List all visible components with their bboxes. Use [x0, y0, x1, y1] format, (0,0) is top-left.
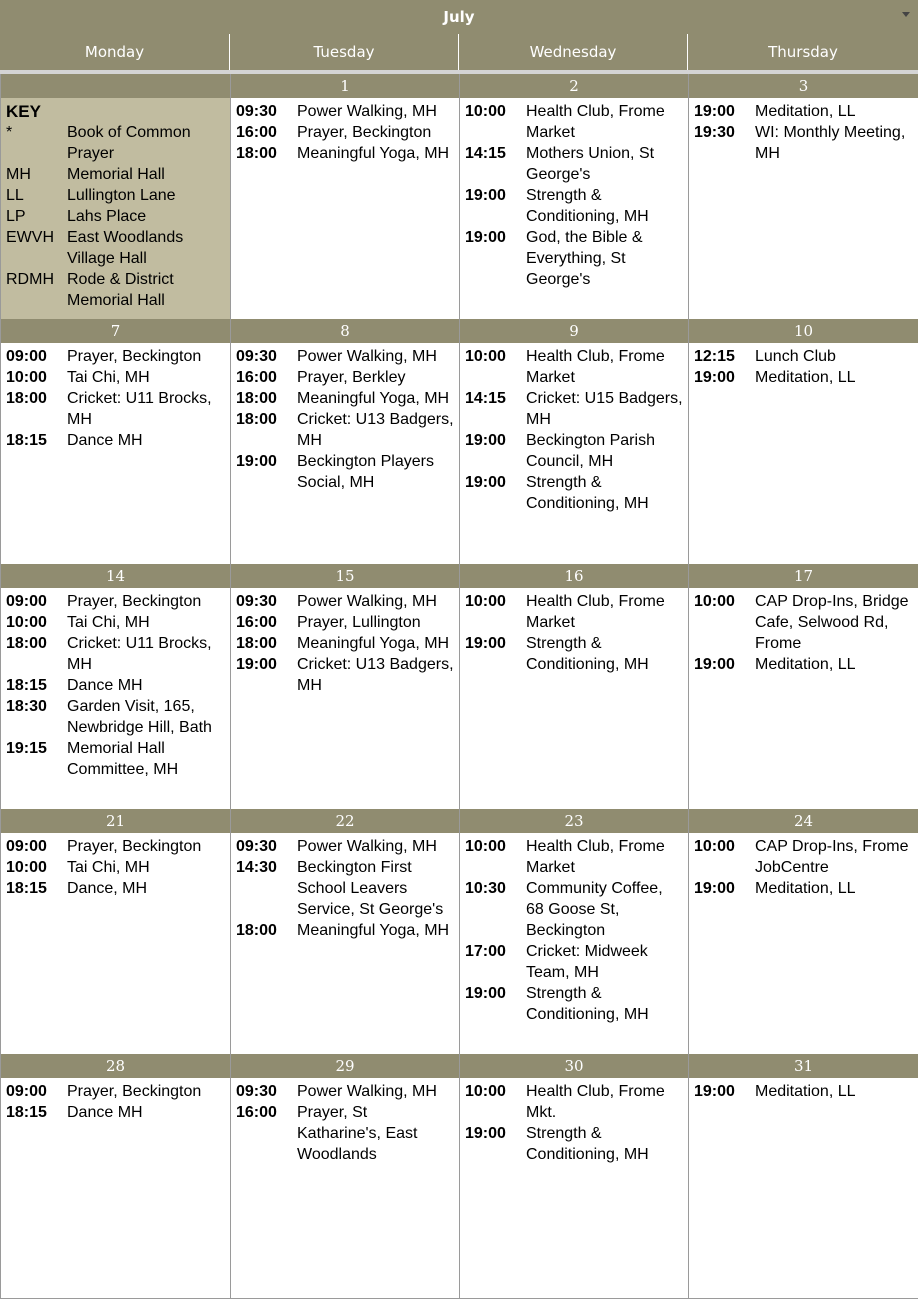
week-row: [0, 809, 918, 1054]
event-description: Prayer, St Katharine's, East Woodlands: [297, 1104, 418, 1163]
event-description: Health Club, Frome Market: [526, 348, 665, 386]
day-cell[interactable]: [230, 74, 460, 319]
event-item[interactable]: [236, 591, 455, 612]
event-item[interactable]: [236, 388, 455, 409]
event-item[interactable]: [6, 612, 226, 633]
event-list: [231, 588, 459, 696]
event-time: 19:00: [465, 474, 506, 491]
event-item[interactable]: [694, 101, 914, 122]
day-header-row: [0, 34, 918, 70]
event-item[interactable]: [465, 185, 684, 227]
event-description: Beckington Parish Council, MH: [526, 432, 655, 470]
day-number: 31: [689, 1054, 918, 1078]
event-time: 19:00: [465, 432, 506, 449]
month-title-bar[interactable]: [0, 0, 918, 34]
event-item[interactable]: [236, 1081, 455, 1102]
event-item[interactable]: [465, 388, 684, 430]
event-time: 19:00: [236, 656, 277, 673]
day-cell[interactable]: [459, 564, 689, 809]
calendar-grid: [0, 74, 918, 1299]
key-entry: [6, 185, 226, 206]
event-time: 16:00: [236, 124, 277, 141]
event-time: 14:15: [465, 145, 506, 162]
day-number: 21: [1, 809, 230, 833]
day-number: [1, 74, 230, 98]
event-list: [689, 833, 918, 899]
event-item[interactable]: [465, 101, 684, 143]
day-cell[interactable]: [230, 1054, 460, 1299]
event-item[interactable]: [236, 143, 455, 164]
event-description: Power Walking, MH: [297, 103, 437, 120]
event-time: 10:00: [465, 348, 506, 365]
event-description: Power Walking, MH: [297, 838, 437, 855]
event-item[interactable]: [236, 836, 455, 857]
week-row: [0, 319, 918, 564]
event-time: 10:00: [6, 369, 47, 386]
day-header-tuesday: Tuesday: [230, 34, 459, 70]
key-entry: [6, 122, 226, 164]
event-description: Cricket: U11 Brocks, MH: [67, 390, 212, 428]
event-description: Meditation, LL: [755, 1083, 856, 1100]
day-cell[interactable]: [688, 809, 918, 1054]
day-number: 8: [231, 319, 459, 343]
event-item[interactable]: [236, 920, 455, 941]
day-header-monday: Monday: [0, 34, 230, 70]
day-cell[interactable]: [230, 319, 460, 564]
event-description: Strength & Conditioning, MH: [526, 635, 649, 673]
event-description: Strength & Conditioning, MH: [526, 474, 649, 512]
key-abbreviation: EWVH: [6, 229, 54, 246]
event-description: God, the Bible & Everything, St George's: [526, 229, 643, 288]
day-cell[interactable]: [688, 564, 918, 809]
event-description: Tai Chi, MH: [67, 614, 150, 631]
day-number: 14: [1, 564, 230, 588]
event-item[interactable]: [694, 591, 914, 654]
event-time: 09:00: [6, 593, 47, 610]
day-cell[interactable]: [0, 1054, 231, 1299]
event-list: [231, 343, 459, 493]
day-cell[interactable]: [459, 74, 689, 319]
event-item[interactable]: [465, 633, 684, 675]
event-item[interactable]: [465, 472, 684, 514]
event-description: Cricket: U13 Badgers, MH: [297, 411, 454, 449]
key-entry: [6, 269, 226, 311]
event-time: 18:15: [6, 1104, 47, 1121]
event-description: Cricket: Midweek Team, MH: [526, 943, 648, 981]
event-time: 10:00: [465, 103, 506, 120]
event-list: [231, 1078, 459, 1165]
day-number: 10: [689, 319, 918, 343]
event-time: 10:00: [465, 838, 506, 855]
day-number: 28: [1, 1054, 230, 1078]
event-item[interactable]: [465, 430, 684, 472]
key-meaning: Rode & District Memorial Hall: [67, 271, 174, 309]
event-description: CAP Drop-Ins, Bridge Cafe, Selwood Rd, Frome: [755, 593, 909, 652]
event-time: 19:00: [465, 985, 506, 1002]
event-time: 19:00: [694, 369, 735, 386]
event-description: Dance, MH: [67, 880, 148, 897]
event-item[interactable]: [694, 878, 914, 899]
event-time: 09:30: [236, 1083, 277, 1100]
event-time: 19:00: [465, 187, 506, 204]
key-abbreviation: RDMH: [6, 271, 54, 288]
event-item[interactable]: [6, 675, 226, 696]
event-time: 10:00: [465, 593, 506, 610]
day-number: 1: [231, 74, 459, 98]
event-item[interactable]: [236, 346, 455, 367]
event-time: 18:15: [6, 432, 47, 449]
event-time: 19:00: [694, 880, 735, 897]
event-time: 18:00: [6, 390, 47, 407]
event-list: [231, 98, 459, 164]
day-number: 15: [231, 564, 459, 588]
key-abbreviation: LL: [6, 187, 24, 204]
event-time: 10:00: [694, 838, 735, 855]
event-item[interactable]: [694, 122, 914, 164]
event-item[interactable]: [6, 633, 226, 675]
event-description: Dance MH: [67, 1104, 143, 1121]
event-description: Meditation, LL: [755, 880, 856, 897]
day-cell[interactable]: [688, 1054, 918, 1299]
day-number: 23: [460, 809, 688, 833]
event-time: 10:00: [6, 614, 47, 631]
event-description: Tai Chi, MH: [67, 859, 150, 876]
event-description: Mothers Union, St George's: [526, 145, 655, 183]
key-meaning: Book of Common Prayer: [67, 124, 191, 162]
event-description: Power Walking, MH: [297, 1083, 437, 1100]
event-item[interactable]: [236, 101, 455, 122]
event-time: 09:30: [236, 348, 277, 365]
event-time: 19:30: [694, 124, 735, 141]
day-number: 30: [460, 1054, 688, 1078]
event-item[interactable]: [6, 857, 226, 878]
key-abbreviation: *: [6, 124, 13, 141]
event-description: WI: Monthly Meeting, MH: [755, 124, 906, 162]
event-description: Cricket: U13 Badgers, MH: [297, 656, 454, 694]
event-time: 18:00: [6, 635, 47, 652]
day-cell[interactable]: [0, 319, 231, 564]
event-item[interactable]: [236, 612, 455, 633]
day-cell[interactable]: [688, 74, 918, 319]
event-time: 19:00: [236, 453, 277, 470]
day-number: 16: [460, 564, 688, 588]
event-description: Prayer, Lullington: [297, 614, 421, 631]
event-item[interactable]: [465, 1123, 684, 1165]
day-number: 2: [460, 74, 688, 98]
event-item[interactable]: [236, 367, 455, 388]
event-description: Prayer, Beckington: [67, 838, 202, 855]
event-list: [1, 343, 230, 451]
event-time: 18:00: [236, 922, 277, 939]
event-time: 09:00: [6, 348, 47, 365]
event-item[interactable]: [694, 367, 914, 388]
event-time: 09:00: [6, 838, 47, 855]
key-abbreviation: LP: [6, 208, 26, 225]
day-cell[interactable]: [0, 564, 231, 809]
day-header-thursday: Thursday: [688, 34, 918, 70]
event-item[interactable]: [465, 143, 684, 185]
event-description: Power Walking, MH: [297, 593, 437, 610]
key-entry: [6, 164, 226, 185]
event-description: Health Club, Frome Market: [526, 838, 665, 876]
event-time: 16:00: [236, 1104, 277, 1121]
event-list: [1, 833, 230, 899]
event-time: 18:15: [6, 880, 47, 897]
event-time: 12:15: [694, 348, 735, 365]
event-time: 09:30: [236, 593, 277, 610]
day-cell[interactable]: [459, 319, 689, 564]
event-time: 19:00: [465, 229, 506, 246]
event-description: Dance MH: [67, 677, 143, 694]
event-item[interactable]: [6, 1081, 226, 1102]
event-item[interactable]: [465, 836, 684, 878]
event-time: 09:30: [236, 103, 277, 120]
event-description: Prayer, Beckington: [67, 593, 202, 610]
day-number: 17: [689, 564, 918, 588]
event-item[interactable]: [6, 346, 226, 367]
event-description: Prayer, Beckington: [67, 348, 202, 365]
day-number: 9: [460, 319, 688, 343]
day-cell[interactable]: [459, 1054, 689, 1299]
day-number: 7: [1, 319, 230, 343]
event-description: Strength & Conditioning, MH: [526, 985, 649, 1023]
event-item[interactable]: [465, 878, 684, 941]
event-list: [689, 343, 918, 388]
event-time: 19:00: [694, 103, 735, 120]
event-description: Prayer, Beckington: [67, 1083, 202, 1100]
event-description: Community Coffee, 68 Goose St, Beckington: [526, 880, 663, 939]
day-number: 24: [689, 809, 918, 833]
event-description: Meaningful Yoga, MH: [297, 922, 450, 939]
event-description: Strength & Conditioning, MH: [526, 187, 649, 225]
event-item[interactable]: [6, 696, 226, 738]
event-list: [689, 98, 918, 164]
day-number: 22: [231, 809, 459, 833]
grid-bottom-border: [0, 1298, 918, 1299]
day-header-wednesday: Wednesday: [459, 34, 688, 70]
key-entry: [6, 227, 226, 269]
event-description: Tai Chi, MH: [67, 369, 150, 386]
event-list: [460, 343, 688, 514]
event-time: 18:00: [236, 411, 277, 428]
event-item[interactable]: [236, 654, 455, 696]
event-description: Meaningful Yoga, MH: [297, 145, 450, 162]
event-time: 09:00: [6, 1083, 47, 1100]
event-item[interactable]: [465, 591, 684, 633]
event-list: [1, 1078, 230, 1123]
key-title: KEY: [6, 102, 41, 121]
event-item[interactable]: [6, 836, 226, 857]
event-time: 10:00: [465, 1083, 506, 1100]
day-cell[interactable]: [0, 809, 231, 1054]
event-item[interactable]: [236, 857, 455, 920]
event-time: 16:00: [236, 369, 277, 386]
event-item[interactable]: [6, 591, 226, 612]
event-description: Cricket: U11 Brocks, MH: [67, 635, 212, 673]
event-time: 09:30: [236, 838, 277, 855]
day-cell[interactable]: [230, 564, 460, 809]
event-description: Cricket: U15 Badgers, MH: [526, 390, 683, 428]
event-item[interactable]: [6, 738, 226, 780]
event-item[interactable]: [465, 346, 684, 388]
event-time: 19:00: [694, 1083, 735, 1100]
event-description: Beckington First School Leavers Service, St George's: [297, 859, 444, 918]
event-description: Dance MH: [67, 432, 143, 449]
week-row: [0, 564, 918, 809]
event-item[interactable]: [465, 941, 684, 983]
event-list: [689, 588, 918, 675]
event-time: 18:00: [236, 390, 277, 407]
key-meaning: Memorial Hall: [67, 166, 165, 183]
event-description: Meditation, LL: [755, 656, 856, 673]
event-item[interactable]: [465, 1081, 684, 1123]
key-meaning: Lahs Place: [67, 208, 147, 225]
event-item[interactable]: [236, 451, 455, 493]
key-abbreviation: MH: [6, 166, 31, 183]
key-meaning: East Woodlands Village Hall: [67, 229, 184, 267]
day-cell[interactable]: [459, 809, 689, 1054]
event-time: 18:30: [6, 698, 47, 715]
event-time: 19:15: [6, 740, 47, 757]
event-list: [460, 98, 688, 290]
event-item[interactable]: [236, 633, 455, 654]
chevron-down-icon[interactable]: [902, 12, 910, 17]
event-time: 18:00: [236, 145, 277, 162]
event-list: [231, 833, 459, 941]
event-description: Meaningful Yoga, MH: [297, 635, 450, 652]
event-description: CAP Drop-Ins, Frome JobCentre: [755, 838, 909, 876]
event-description: Beckington Players Social, MH: [297, 453, 434, 491]
week-row: [0, 1054, 918, 1299]
event-description: Meditation, LL: [755, 103, 856, 120]
event-item[interactable]: [465, 983, 684, 1025]
event-description: Health Club, Frome Mkt.: [526, 1083, 665, 1121]
event-item[interactable]: [694, 654, 914, 675]
day-cell[interactable]: [688, 319, 918, 564]
event-time: 19:00: [694, 656, 735, 673]
event-list: [1, 588, 230, 780]
event-description: Garden Visit, 165, Newbridge Hill, Bath: [67, 698, 212, 736]
event-description: Prayer, Berkley: [297, 369, 406, 386]
event-description: Meaningful Yoga, MH: [297, 390, 450, 407]
event-item[interactable]: [694, 346, 914, 367]
key-meaning: Lullington Lane: [67, 187, 176, 204]
month-title: July: [443, 8, 475, 26]
day-number: 29: [231, 1054, 459, 1078]
event-description: Prayer, Beckington: [297, 124, 432, 141]
key-entry: [6, 206, 226, 227]
event-time: 10:00: [694, 593, 735, 610]
event-time: 16:00: [236, 614, 277, 631]
day-number: 3: [689, 74, 918, 98]
event-description: Meditation, LL: [755, 369, 856, 386]
event-item[interactable]: [465, 227, 684, 290]
event-item[interactable]: [236, 122, 455, 143]
event-item[interactable]: [236, 409, 455, 451]
event-time: 14:15: [465, 390, 506, 407]
event-list: [460, 1078, 688, 1165]
event-description: Health Club, Frome Market: [526, 103, 665, 141]
event-description: Lunch Club: [755, 348, 836, 365]
event-item[interactable]: [694, 836, 914, 878]
week-row: [0, 74, 918, 319]
event-item[interactable]: [236, 1102, 455, 1165]
event-time: 10:30: [465, 880, 506, 897]
event-time: 10:00: [6, 859, 47, 876]
event-time: 17:00: [465, 943, 506, 960]
day-cell[interactable]: [0, 74, 231, 319]
event-description: Power Walking, MH: [297, 348, 437, 365]
event-time: 18:00: [236, 635, 277, 652]
event-item[interactable]: [6, 430, 226, 451]
event-time: 19:00: [465, 1125, 506, 1142]
event-list: [460, 833, 688, 1025]
key-legend: [1, 98, 230, 322]
event-item[interactable]: [6, 367, 226, 388]
event-time: 14:30: [236, 859, 277, 876]
event-time: 18:15: [6, 677, 47, 694]
event-description: Strength & Conditioning, MH: [526, 1125, 649, 1163]
day-cell[interactable]: [230, 809, 460, 1054]
event-item[interactable]: [6, 1102, 226, 1123]
event-list: [689, 1078, 918, 1102]
event-list: [460, 588, 688, 675]
event-time: 19:00: [465, 635, 506, 652]
event-item[interactable]: [694, 1081, 914, 1102]
event-description: Memorial Hall Committee, MH: [67, 740, 179, 778]
event-item[interactable]: [6, 388, 226, 430]
event-description: Health Club, Frome Market: [526, 593, 665, 631]
event-item[interactable]: [6, 878, 226, 899]
